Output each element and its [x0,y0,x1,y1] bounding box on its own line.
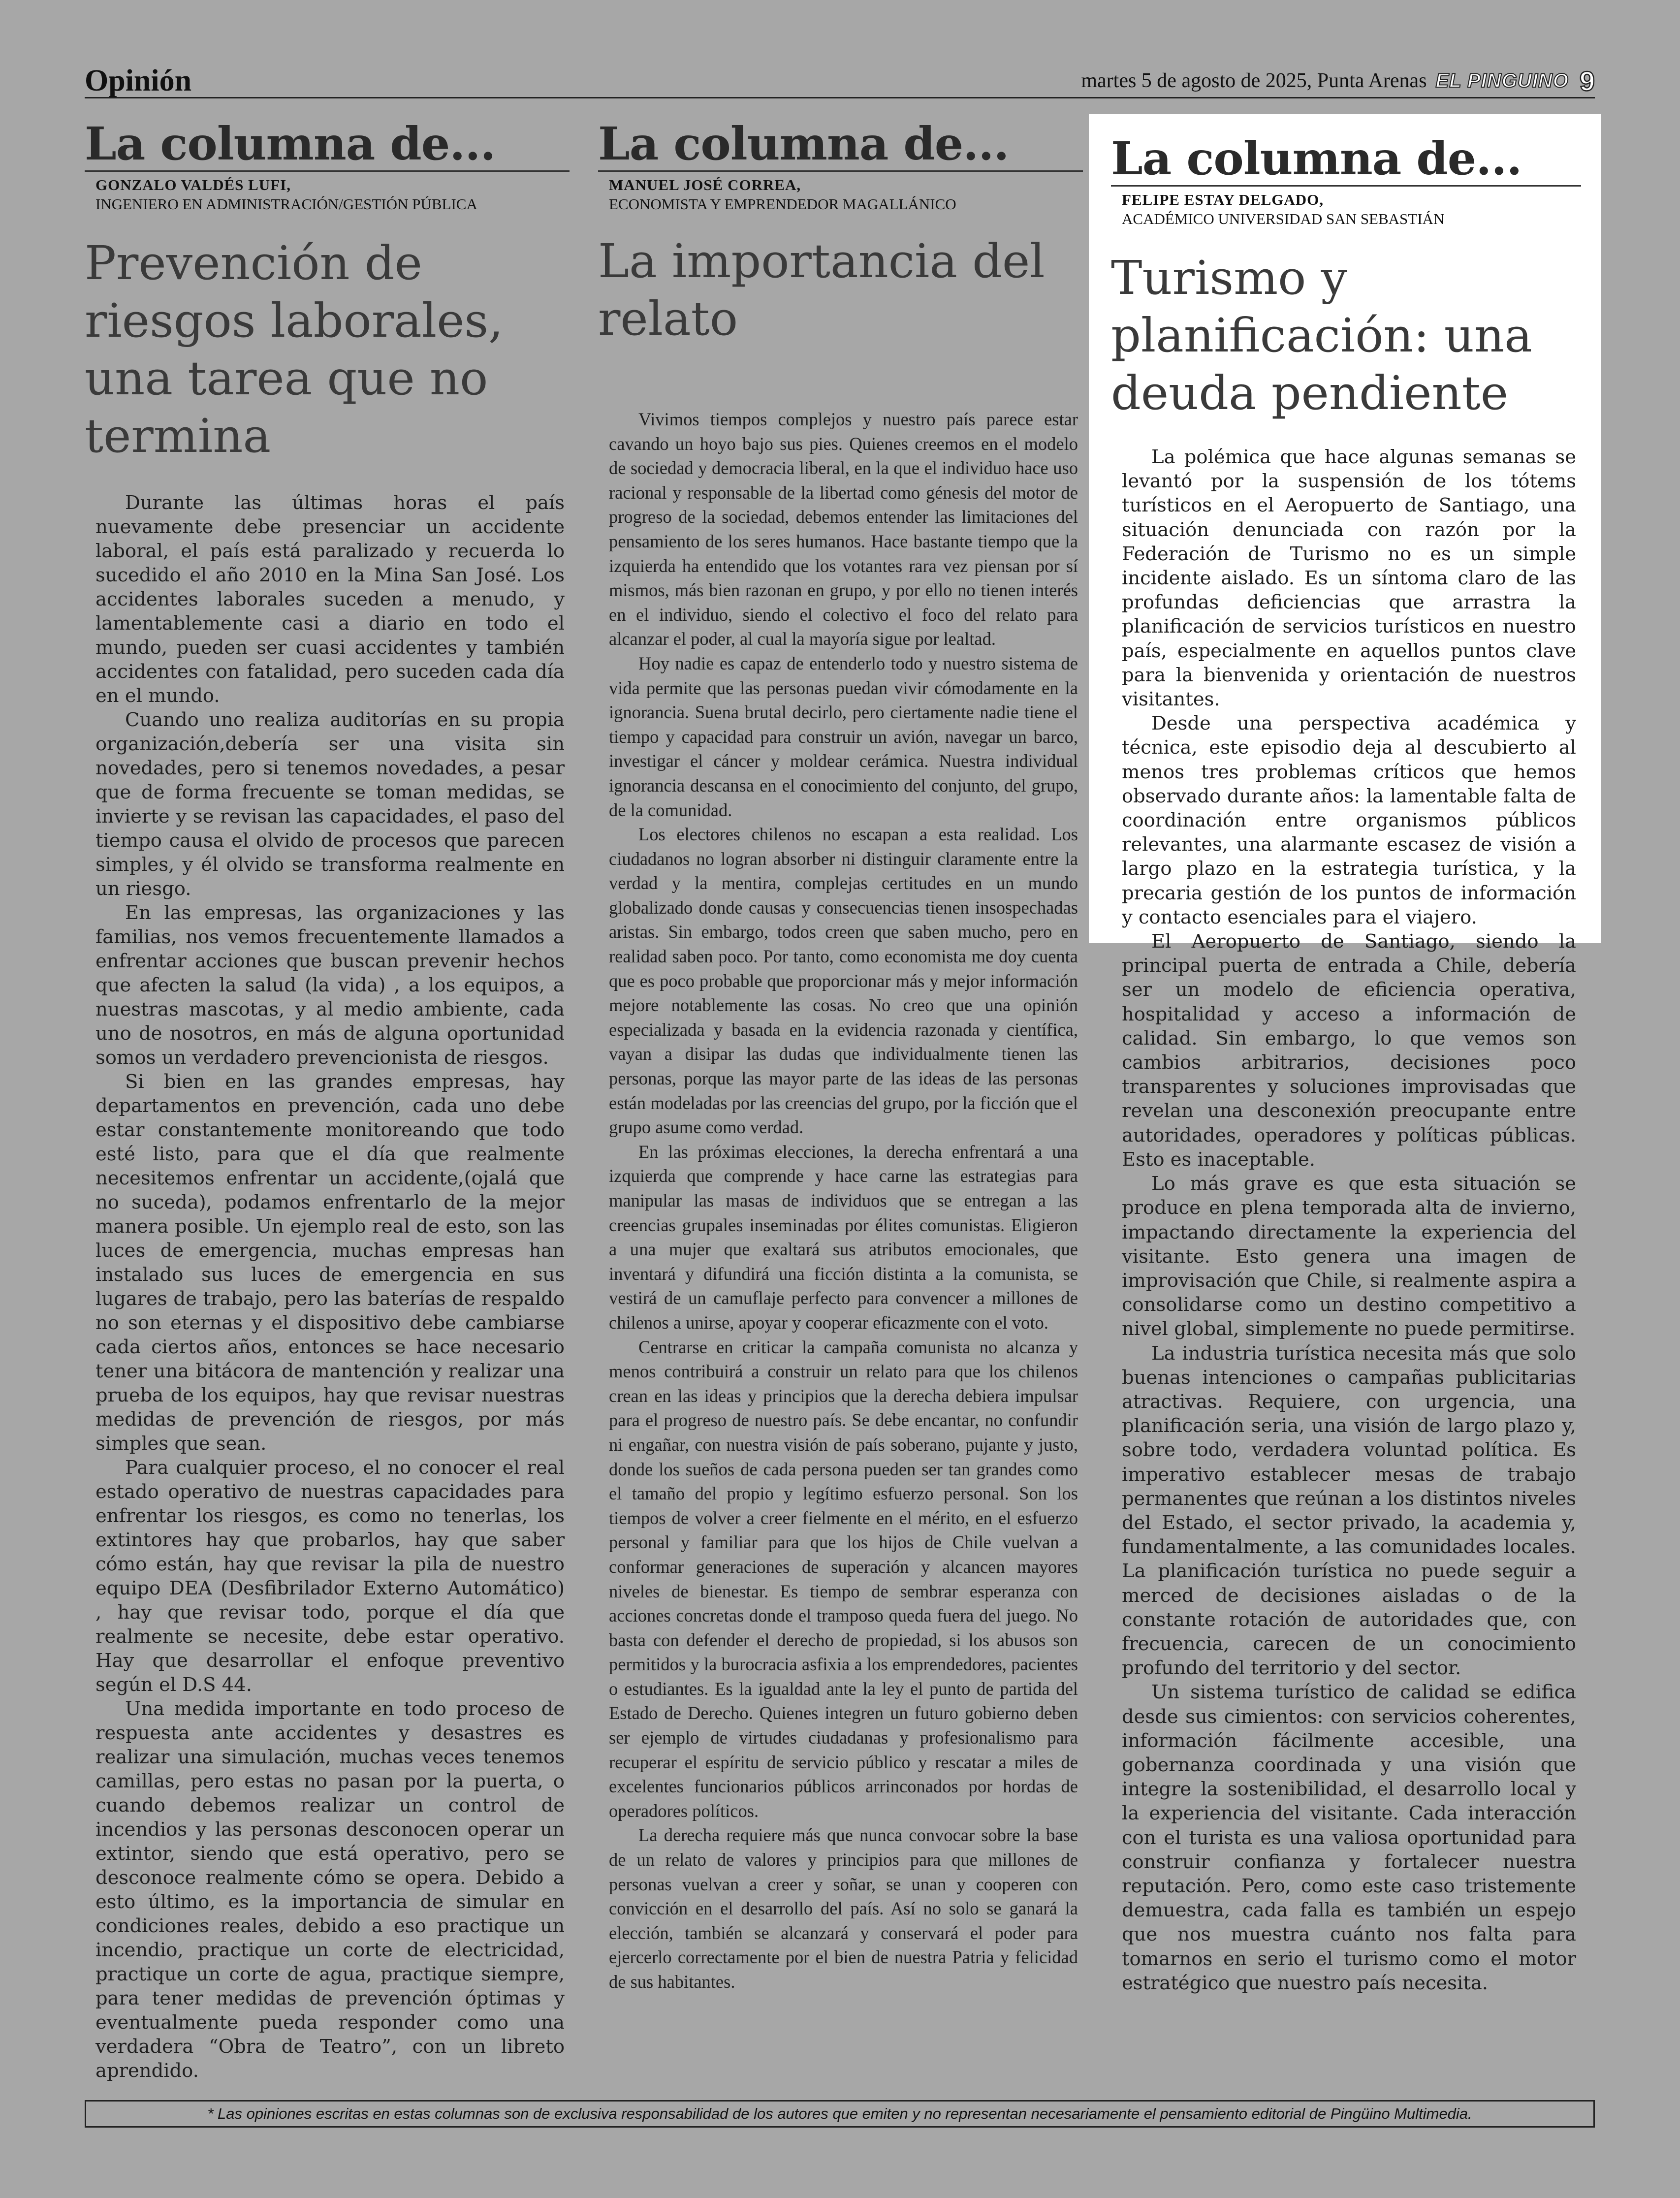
paragraph: En las empresas, las organizaciones y las familias, nos vemos frecuentemente llamados a enfrentar acciones que buscan prevenir hechos que afecten la salud (la vida) , a los equipos, a nuestras mascotas, y al medio ambiente, cada uno de nosotros, en más de alguna oportunidad somos un verdadero prevencionista de riesgos. [95,902,565,1069]
dateline: martes 5 de agosto de 2025, Punta Arenas [1081,69,1427,92]
paragraph: Para cualquier proceso, el no conocer el real estado operativo de nuestras capacidades para enfrentar los riesgos, es como no tenerlas, los extintores hay que probarlos, hay que saber cómo están, hay que revisar la pila de nuestro equipo DEA (Desfibrilador Externo Automático) , hay que revisar todo, porque el día que realmente se necesite, debe estar operativo. Hay que desarrollar el enfoque preventivo según el D.S 44. [95,1457,565,1696]
column-correa [598,117,1083,1994]
column-valdes [85,117,570,2083]
article-body [1111,445,1581,1995]
author-name: MANUEL JOSÉ CORREA, [609,176,801,193]
paragraph: La polémica que hace algunas semanas se levantó por la suspensión de los tótems turísticos en el Aeropuerto de Santiago, una situación denunciada con razón por la Federación de Turismo no es un simple incidente aislado. Es un síntoma claro de las profundas deficiencias que arrastra la planificación de servicios turísticos en nuestro país, especialmente en aquellos puntos clave para la bienvenida y orientación de nuestros visitantes. [1122,446,1576,711]
page-header [85,63,1595,98]
column-heading: La columna de... [598,117,1083,172]
article-title: La importancia del relato [598,234,1045,346]
paragraph: Cuando uno realiza auditorías en su propia organización,debería ser una visita sin novedades, pero si tenemos novedades, a pesar que de forma frecuente se toman medidas, se invierte y se revisan las capacidades, el paso del tiempo causa el olvido de procesos que parecen simples, y él olvido se transforma realmente en un riesgo. [95,709,565,900]
disclaimer-box [85,2100,1595,2128]
paragraph: Centrarse en criticar la campaña comunista no alcanza y menos contribuirá a construir un relato para que los chilenos crean en las ideas y principios que la derecha debiera impulsar para el progreso de nuestro país. Se debe encantar, no confundir ni engañar, con nuestra visión de país soberano, pujante y justo, donde los sueños de cada persona pueden ser tan grandes como el tamaño del propio y legítimo esfuerzo personal. Son los tiempos de volver a creer fielmente en el mérito, en el esfuerzo personal y familiar para que los hijos de Chile vuelvan a conformar generaciones de superación y alcancen mayores niveles de bienestar. Es tiempo de sembrar esperanza con acciones concretas donde el tramposo queda fuera del juego. No basta con defender el derecho de propiedad, si los abusos son permitidos y la burocracia asfixia a los emprendedores, pacientes o estudiantes. Es la igualdad ante la ley el punto de partida del Estado de Derecho. Quienes integren un futuro gobierno deben ser ejemplo de virtudes ciudadanas y profesionalismo para recuperar el espíritu de servicio público y rescatar a miles de excelentes funcionarios públicos arrinconados por hordas de operadores políticos. [609,1337,1078,1821]
paragraph: Un sistema turístico de calidad se edifica desde sus cimientos: con servicios coherentes, información fácilmente accesible, una gobernanza coordinada y una visión que integre la sostenibilidad, el desarrollo local y la experiencia del visitante. Cada interacción con el turista es una valiosa oportunidad para construir confianza y fortalecer nuestra reputación. Pero, como este caso tristemente demuestra, cada falla es también un espejo que nos muestra cuánto nos falta para tomarnos en serio el turismo como el motor estratégico que nuestro país necesita. [1122,1681,1576,1994]
author-role: INGENIERO EN ADMINISTRACIÓN/GESTIÓN PÚBLICA [95,195,477,213]
article-title: Prevención de riesgos laborales, una tarea que no termina [85,236,504,463]
author-name: GONZALO VALDÉS LUFI, [95,176,291,193]
disclaimer-text: * Las opiniones escritas en estas columnas son de exclusiva responsabilidad de los autores que emiten y no representan necesariamente el pensamiento editorial de Pingüino Multimedia. [207,2105,1472,2122]
article-title: Turismo y planificación: una deuda pendiente [1111,251,1532,420]
paragraph: Una medida importante en todo proceso de respuesta ante accidentes y desastres es realizar una simulación, muchas veces tenemos camillas, pero estas no pasan por la puerta, o cuando debemos realizar un control de incendios y las personas desconocen operar un extintor, siendo que está operativo, pero se desconoce realmente cómo se opera. Debido a esto último, es la importancia de simular en condiciones reales, debido a eso practique un incendio, practique un corte de electricidad, practique un corte de agua, practique siempre, para tener medidas de prevención óptimas y eventualmente pueda responder como una verdadera “Obra de Teatro”, con un libreto aprendido. [95,1698,565,2082]
paragraph: Durante las últimas horas el país nuevamente debe presenciar un accidente laboral, el país está paralizado y recuerda lo sucedido el año 2010 en la Mina San José. Los accidentes laborales suceden a menudo, y lamentablemente casi a diario en todo el mundo, pueden ser cuasi accidentes y también accidentes con fatalidad, pero suceden cada día en el mundo. [95,492,565,707]
paragraph: Los electores chilenos no escapan a esta realidad. Los ciudadanos no logran absorber ni distinguir claramente entre la verdad y la mentira, complejas certitudes en un mundo globalizado donde causas y consecuencias tienen insospechadas aristas. Sin embargo, todos creen que saben mucho, pero en realidad saben poco. Por tanto, como economista me doy cuenta que es poco probable que proporcionar más y mejor información mejore notablemente las cosas. No creo que una opinión especializada y basada en la evidencia razonada y científica, vayan a disipar las dudas que individualmente tienen las personas, porque las mayor parte de las ideas de las personas están modeladas por las creencias del grupo, por la ficción que el grupo asume como verdad. [609,824,1078,1138]
author-role: ACADÉMICO UNIVERSIDAD SAN SEBASTIÁN [1122,210,1445,227]
article-body [598,407,1083,1994]
column-heading: La columna de... [1111,132,1581,187]
paragraph: La industria turística necesita más que solo buenas intenciones o campañas publicitarias atractivas. Requiere, con urgencia, una planificación seria, una visión de largo plazo y, sobre todo, verdadera voluntad política. Es imperativo establecer mesas de trabajo permanentes que reúnan a los distintos niveles del Estado, el sector privado, la academia y, fundamentalmente, a las comunidades locales. La planificación turística no puede seguir a merced de decisiones aisladas o de la constante rotación de autoridades que, con frecuencia, carecen de un conocimiento profundo del territorio y del sector. [1122,1342,1576,1680]
column-heading: La columna de... [85,117,570,172]
paragraph: Vivimos tiempos complejos y nuestro país parece estar cavando un hoyo bajo sus pies. Quienes creemos en el modelo de sociedad y democracia liberal, en la que el individuo hace uso racional y responsable de la libertad como génesis del motor de progreso de la sociedad, debemos entender las limitaciones del pensamiento de los seres humanos. Hace bastante tiempo que la izquierda ha entendido que los votantes rara vez piensan por sí mismos, más bien razonan en grupo, y por ello no tienen interés en el individuo, siendo el colectivo el foco del relato para alcanzar el poder, al cual la mayoría sigue por lealtad. [609,409,1078,649]
header-right [1081,63,1595,98]
column-estay [1089,114,1601,1994]
author-name: FELIPE ESTAY DELGADO, [1122,191,1324,208]
section-name: Opinión [85,64,192,97]
paragraph: Desde una perspectiva académica y técnica, este episodio deja al descubierto al menos tres problemas críticos que hemos observado durante años: la lamentable falta de coordinación entre organismos públicos relevantes, una alarmante escasez de visión a largo plazo en la estrategia turística, y la precaria gestión de los puntos de información y contacto esenciales para el viajero. [1122,712,1576,928]
paragraph: El Aeropuerto de Santiago, siendo la principal puerta de entrada a Chile, debería ser un modelo de eficiencia operativa, hospitalidad y acceso a información de calidad. Sin embargo, lo que vemos son cambios arbitrarios, decisiones poco transparentes y soluciones improvisadas que revelan una desconexión preocupante entre autoridades, operadores y políticas públicas. Esto es inaceptable. [1122,930,1576,1171]
page-number: 9 [1579,65,1595,96]
paragraph: En las próximas elecciones, la derecha enfrentará a una izquierda que comprende y hace carne las estrategias para manipular las masas de individuos que se entregan a las creencias grupales inseminadas por élites comunistas. Eligieron a una mujer que exaltará sus atributos emocionales, que inventará y difundirá una ficción distinta a la comunista, se vestirá de un camuflaje perfecto para convencer a millones de chilenos a unirse, apoyar y cooperar eficazmente con el voto. [609,1141,1078,1333]
paragraph: La derecha requiere más que nunca convocar sobre la base de un relato de valores y principios para que millones de personas vuelvan a creer y soñar, se unan y cooperen con convicción en el desarrollo del país. Así no solo se ganará la elección, también se alcanzará y conservará el poder para ejercerlo correctamente por el bien de nuestra Patria y felicidad de sus habitantes. [609,1825,1078,1992]
article-body [85,491,570,2083]
author-role: ECONOMISTA Y EMPRENDEDOR MAGALLÁNICO [609,195,956,213]
paragraph: Lo más grave es que esta situación se produce en plena temporada alta de invierno, impactando directamente la experiencia del visitante. Esto genera una imagen de improvisación que Chile, si realmente aspira a consolidarse como un destino competitivo a nivel global, simplemente no puede permitirse. [1122,1173,1576,1340]
paragraph: Si bien en las grandes empresas, hay departamentos en prevención, cada uno debe estar constantemente monitoreando que todo esté listo, para que el día que realmente necesitemos enfrentar un accidente,(ojalá que no suceda), podamos enfrentarlo de la mejor manera posible. Un ejemplo real de esto, son las luces de emergencia, muchas empresas han instalado sus luces de emergencia en sus lugares de trabajo, pero las baterías de respaldo no son eternas y el dispositivo debe cambiarse cada ciertos años, entonces se hace necesario tener una bitácora de mantención y realizar una prueba de los equipos, hay que revisar nuestras medidas de prevención de riesgos, por más simples que sean. [95,1071,565,1455]
paragraph: Hoy nadie es capaz de entenderlo todo y nuestro sistema de vida permite que las personas puedan vivir cómodamente en la ignorancia. Suena brutal decirlo, pero ciertamente nadie tiene el tiempo y capacidad para construir un avión, navegar un barco, investigar el cáncer y moldear cerámica. Nuestra individual ignorancia descansa en el conocimiento del conjunto, del grupo, de la comunidad. [609,653,1078,820]
newspaper-logo: EL PINGUINO [1435,69,1569,92]
